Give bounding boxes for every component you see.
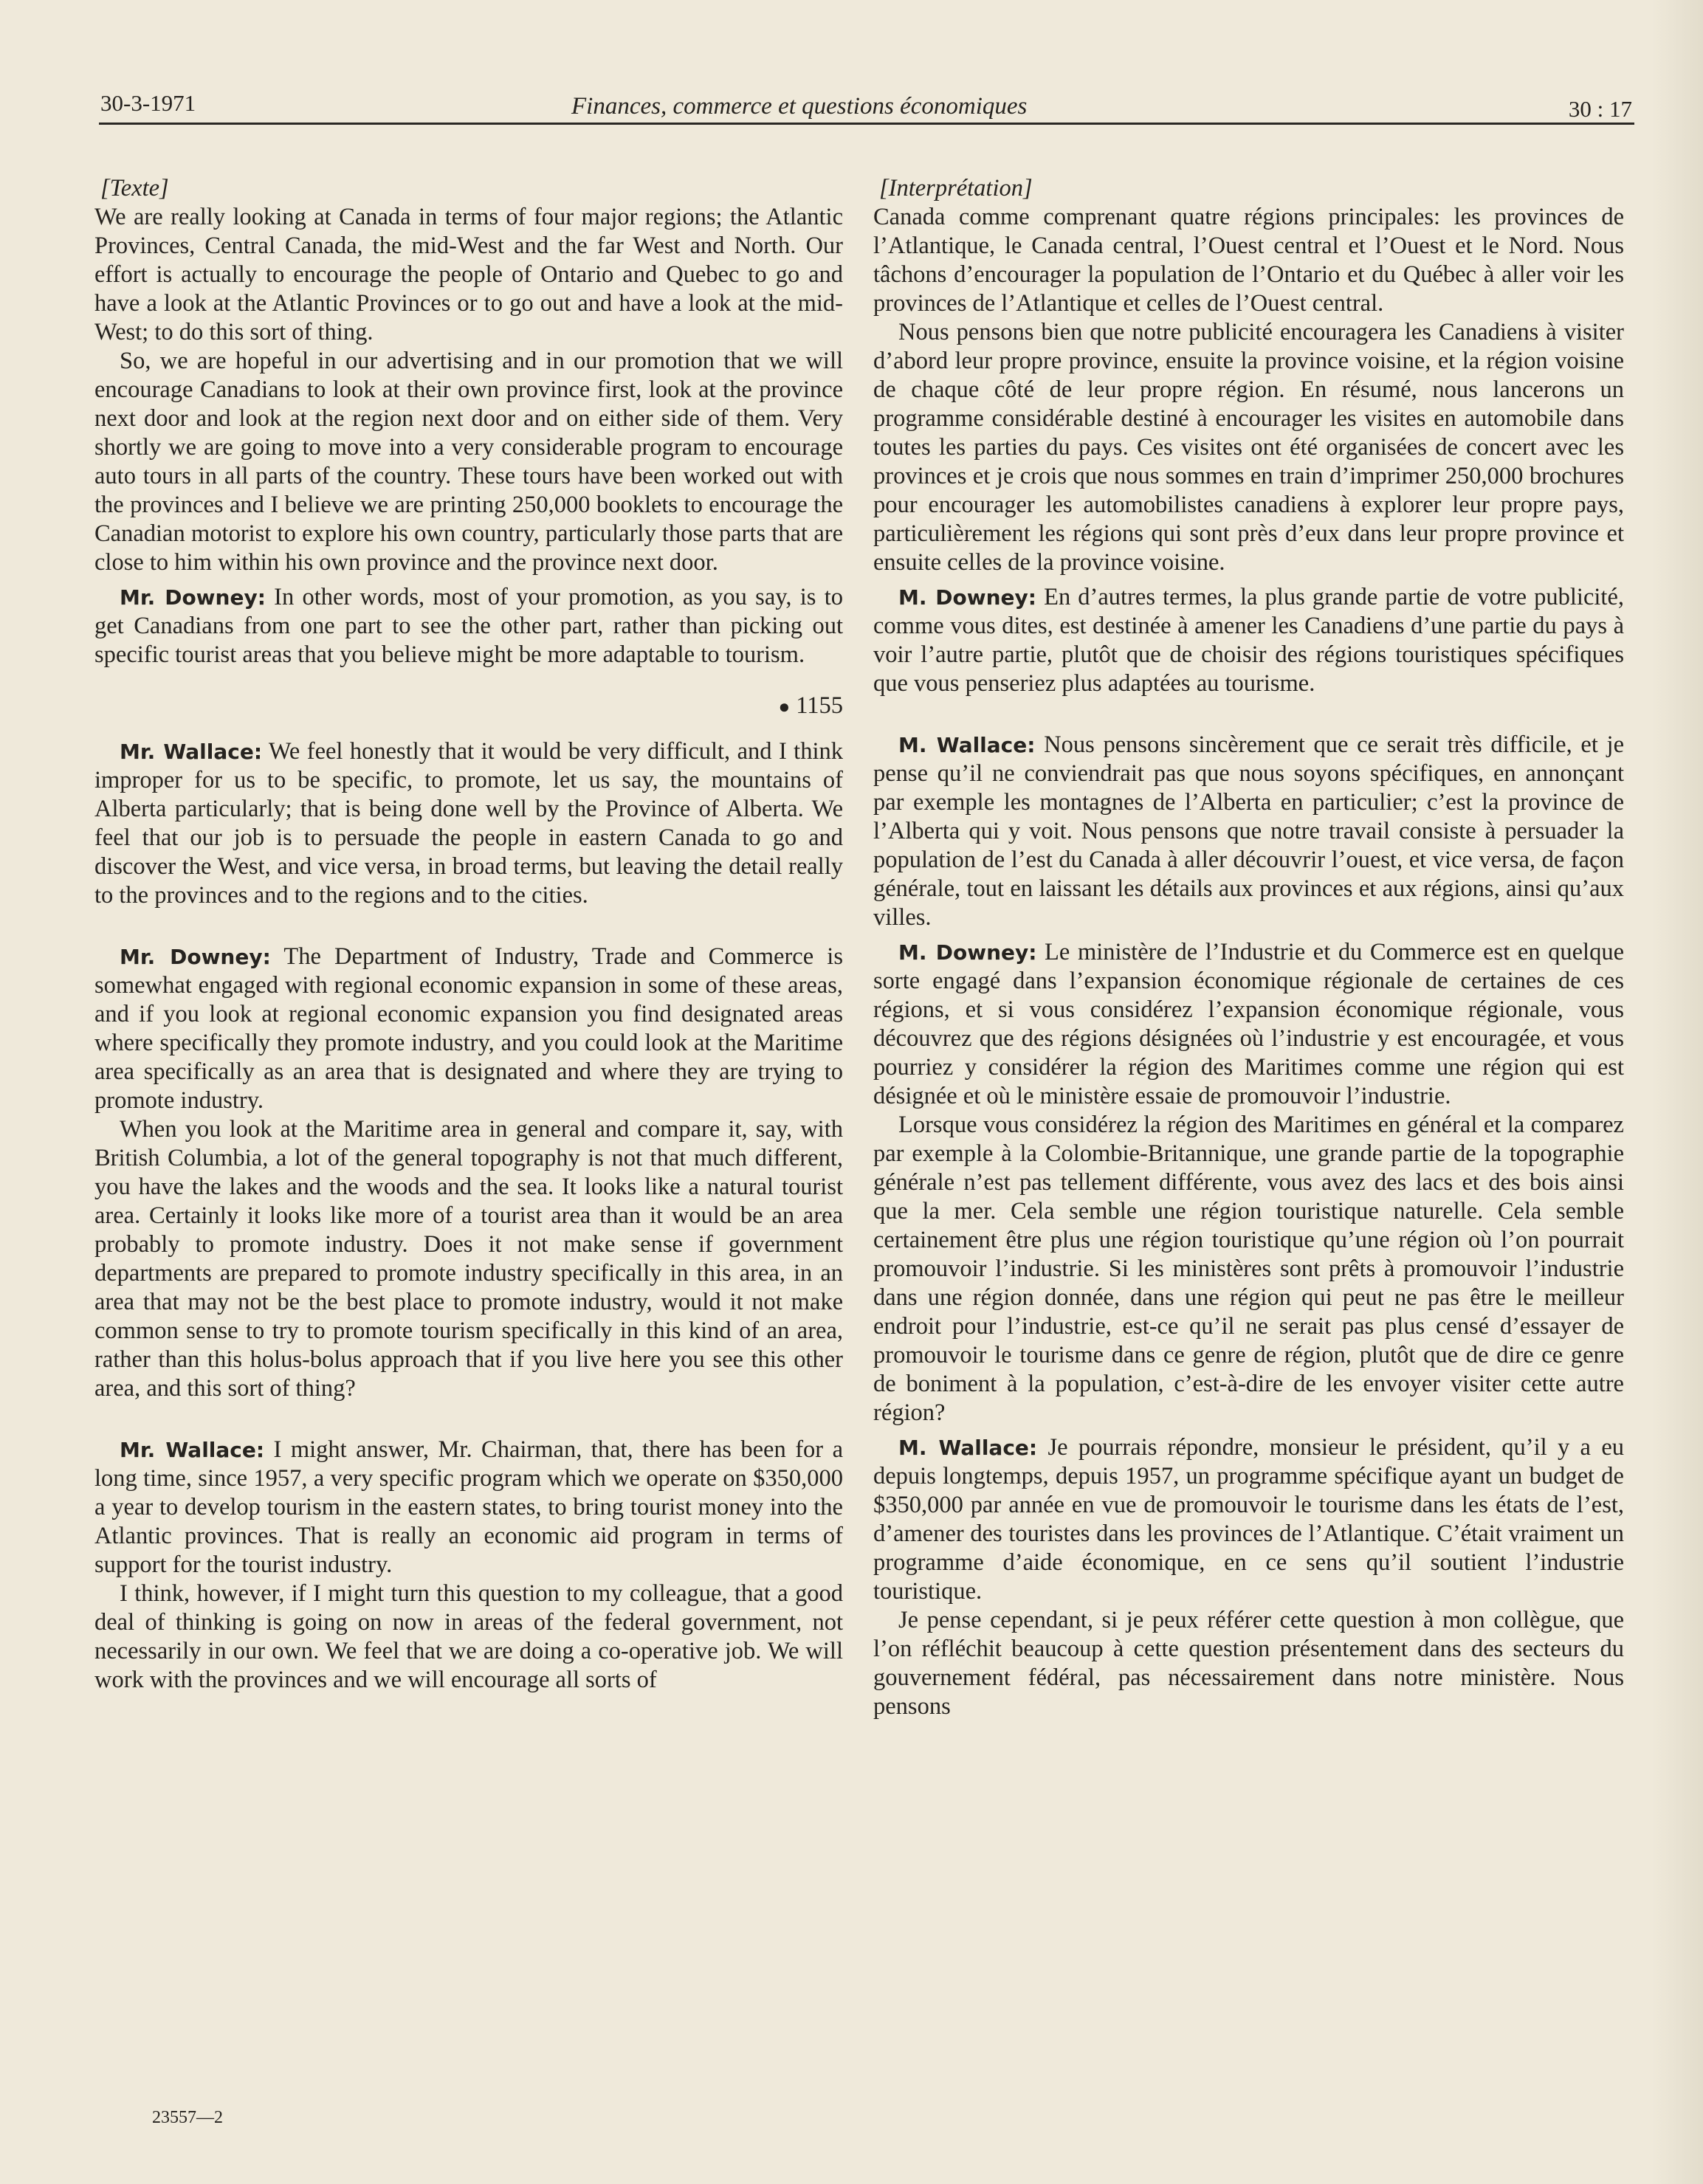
speaker-name: Mr. Wallace: (120, 740, 263, 764)
speech-text: The Department of Industry, Trade and Commerce is somewhat engaged with regional economic expansion in some of these areas, and if you look at regional economic expansion you find designated areas where specifically they promote industry, and you could look at the Maritime area specifically as an area that is designated and where they are trying to promote industry. (94, 943, 843, 1114)
section-tag-interpretation: [Interprétation] (879, 175, 1033, 201)
paragraph: We are really looking at Canada in terms of four major regions; the Atlantic Provinces, Central Canada, the mid-West and the far West and North. Our effort is actually to encourage the people of Ontario and Quebec to go and have a look at the Atlantic Provinces or to go out and have a look at the mid-West; to do this sort of thing. (94, 204, 843, 345)
speaker-name: M. Wallace: (898, 733, 1036, 757)
footer-code: 23557—2 (152, 2108, 223, 2127)
speech-downey (873, 938, 1624, 1111)
time-marker (94, 692, 843, 721)
time-marker-value: 1155 (796, 692, 843, 719)
speaker-name: M. Downey: (898, 585, 1036, 610)
paragraph: Je pense cependant, si je peux référer cette question à mon collègue, que l’on réfléchit beaucoup à cette question présentement dans des secteurs du gouvernement fédéral, pas nécessairement dans notre ministère. Nous pensons (873, 1607, 1624, 1720)
speech-text: Le ministère de l’Industrie et du Commerce est en quelque sorte engagé dans l’expansion économique régionale de certaines de ces régions, et si vous considérez l’expansion économique régionale, vous découvrez que des régions désignées où l’industrie y est encouragée, et vous pourriez y considérer la région des Maritimes comme une région qui est désignée et où le ministère essaie de promouvoir l’industrie. (873, 939, 1624, 1109)
speech-wallace (873, 731, 1624, 932)
speech-downey (873, 583, 1624, 698)
french-column (873, 174, 1624, 1721)
header-date: 30-3-1971 (100, 90, 196, 116)
header-page-number: 30 : 17 (1568, 96, 1632, 122)
speaker-name: M. Wallace: (898, 1436, 1038, 1460)
speech-downey (94, 943, 843, 1115)
paragraph: Lorsque vous considérez la région des Maritimes en général et la comparez par exemple à la Colombie-Britannique, une grande partie de la topographie générale n’est pas tellement différente, vous avez des lacs et des bois ainsi que la mer. Cela semble une région touristique naturelle. Cela semble certainement être plus une région touristique qu’une région où l’on pourrait promouvoir l’industrie. Si les ministères sont prêts à promouvoir l’industrie dans une région donnée, dans une région qui peut ne pas être le meilleur endroit pour l’industrie, est-ce qu’il ne serait pas plus censé d’essayer de promouvoir le tourisme dans ce genre de région, plutôt que de dire ce genre de boniment à la population, c’est-à-dire de les envoyer visiter cette autre région? (873, 1112, 1624, 1426)
speech-text: En d’autres termes, la plus grande partie de votre publicité, comme vous dites, est destinée à amener les Canadiens d’une partie du pays à voir l’autre partie, plutôt que de choisir des régions touristiques spécifiques que vous penseriez plus adaptées au tourisme. (873, 584, 1624, 697)
bullet-icon: ● (778, 696, 791, 717)
paragraph: Canada comme comprenant quatre régions principales: les provinces de l’Atlantique, le Canada central, l’Ouest central et l’Ouest et le Nord. Nous tâchons d’encourager la population de l’Ontario et du Québec à aller voir les provinces de l’Atlantique et celles de l’Ouest central. (873, 204, 1624, 317)
speech-text: Je pourrais répondre, monsieur le président, qu’il y a eu depuis longtemps, depuis 1957, un programme spécifique ayant un budget de $350,000 par année en vue de promouvoir le tourisme dans les états de l’est, d’amener des touristes dans les provinces de l’Atlantique. C’était vraiment un programme d’aide économique, en ce sens qu’il soutient l’industrie touristique. (873, 1434, 1624, 1605)
speech-downey (94, 583, 843, 669)
paragraph: I think, however, if I might turn this question to my colleague, that a good deal of thinking is going on now in areas of the federal government, not necessarily in our own. We feel that we are doing a co-operative job. We will work with the provinces and we will encourage all sorts of (94, 1580, 843, 1693)
section-tag-texte: [Texte] (100, 175, 169, 201)
speech-wallace (94, 737, 843, 910)
speech-wallace (94, 1436, 843, 1580)
speech-text: Nous pensons sincèrement que ce serait très difficile, et je pense qu’il ne conviendrait pas que nous soyons spécifiques, en annonçant par exemple les montagnes de l’Alberta en particulier; c’est la province de l’Alberta qui y voit. Nous pensons que notre travail consiste à persuader la population de l’est du Canada à aller découvrir l’ouest, et vice versa, de façon générale, tout en laissant les détails aux provinces et aux régions, ainsi qu’aux villes. (873, 731, 1624, 931)
speaker-name: Mr. Downey: (120, 585, 266, 610)
speaker-name: Mr. Wallace: (120, 1438, 265, 1462)
page-edge-shadow (1651, 0, 1703, 2184)
speech-text: In other words, most of your promotion, as you say, is to get Canadians from one part to see the other part, rather than picking out specific tourist areas that you believe might be more adaptable to tourism. (94, 584, 843, 668)
speaker-name: Mr. Downey: (120, 945, 271, 969)
speaker-name: M. Downey: (898, 940, 1037, 965)
paragraph: When you look at the Maritime area in general and compare it, say, with British Columbia, a lot of the general topography is not that much different, you have the lakes and the woods and the sea. It looks like a natural tourist area. Certainly it looks like more of a tourist area than it would be an area probably to promote industry. Does it not make sense if government departments are prepared to promote industry specifically in this area, in an area that may not be the best place to promote industry, would it not make common sense to try to promote tourism specifically in this kind of an area, rather than this holus-bolus approach that if you live here you see this other area, and this sort of thing? (94, 1116, 843, 1402)
page-header (99, 84, 1634, 128)
paragraph: So, we are hopeful in our advertising and in our promotion that we will encourage Canadians to look at their own province first, look at the province next door and look at the region next door and on either side of them. Very shortly we are going to move into a very considerable program to encourage auto tours in all parts of the country. These tours have been worked out with the provinces and I believe we are printing 250,000 booklets to encourage the Canadian motorist to explore his own country, particularly those parts that are close to him within his own province and the province next door. (94, 348, 843, 576)
speech-text: We feel honestly that it would be very difficult, and I think improper for us to be specific, to promote, let us say, the mountains of Alberta particularly; that is being done well by the Province of Alberta. We feel that our job is to persuade the people in eastern Canada to go and discover the West, and vice versa, in broad terms, but leaving the detail really to the provinces and to the regions and to the cities. (94, 738, 843, 909)
english-column (94, 174, 843, 1695)
header-title: Finances, commerce et questions économiques (571, 93, 1028, 120)
header-rule (99, 123, 1634, 125)
speech-wallace (873, 1433, 1624, 1606)
paragraph: Nous pensons bien que notre publicité encouragera les Canadiens à visiter d’abord leur propre province, ensuite la province voisine, et la région voisine de chaque côté de leur propre région. En résumé, nous lancerons un programme considérable destiné à encourager les visites en automobile dans toutes les parties du pays. Ces visites ont été organisées de concert avec les provinces et je crois que nous sommes en train d’imprimer 250,000 brochures pour encourager les automobilistes canadiens à explorer leur propre pays, particulièrement les régions qui sont près d’eux dans leur propre province et ensuite celles de la province voisine. (873, 319, 1624, 576)
speech-text: I might answer, Mr. Chairman, that, there has been for a long time, since 1957, a very specific program which we operate on $350,000 a year to develop tourism in the eastern states, to bring tourist money into the Atlantic provinces. That is really an economic aid program in terms of support for the tourist industry. (94, 1436, 843, 1578)
